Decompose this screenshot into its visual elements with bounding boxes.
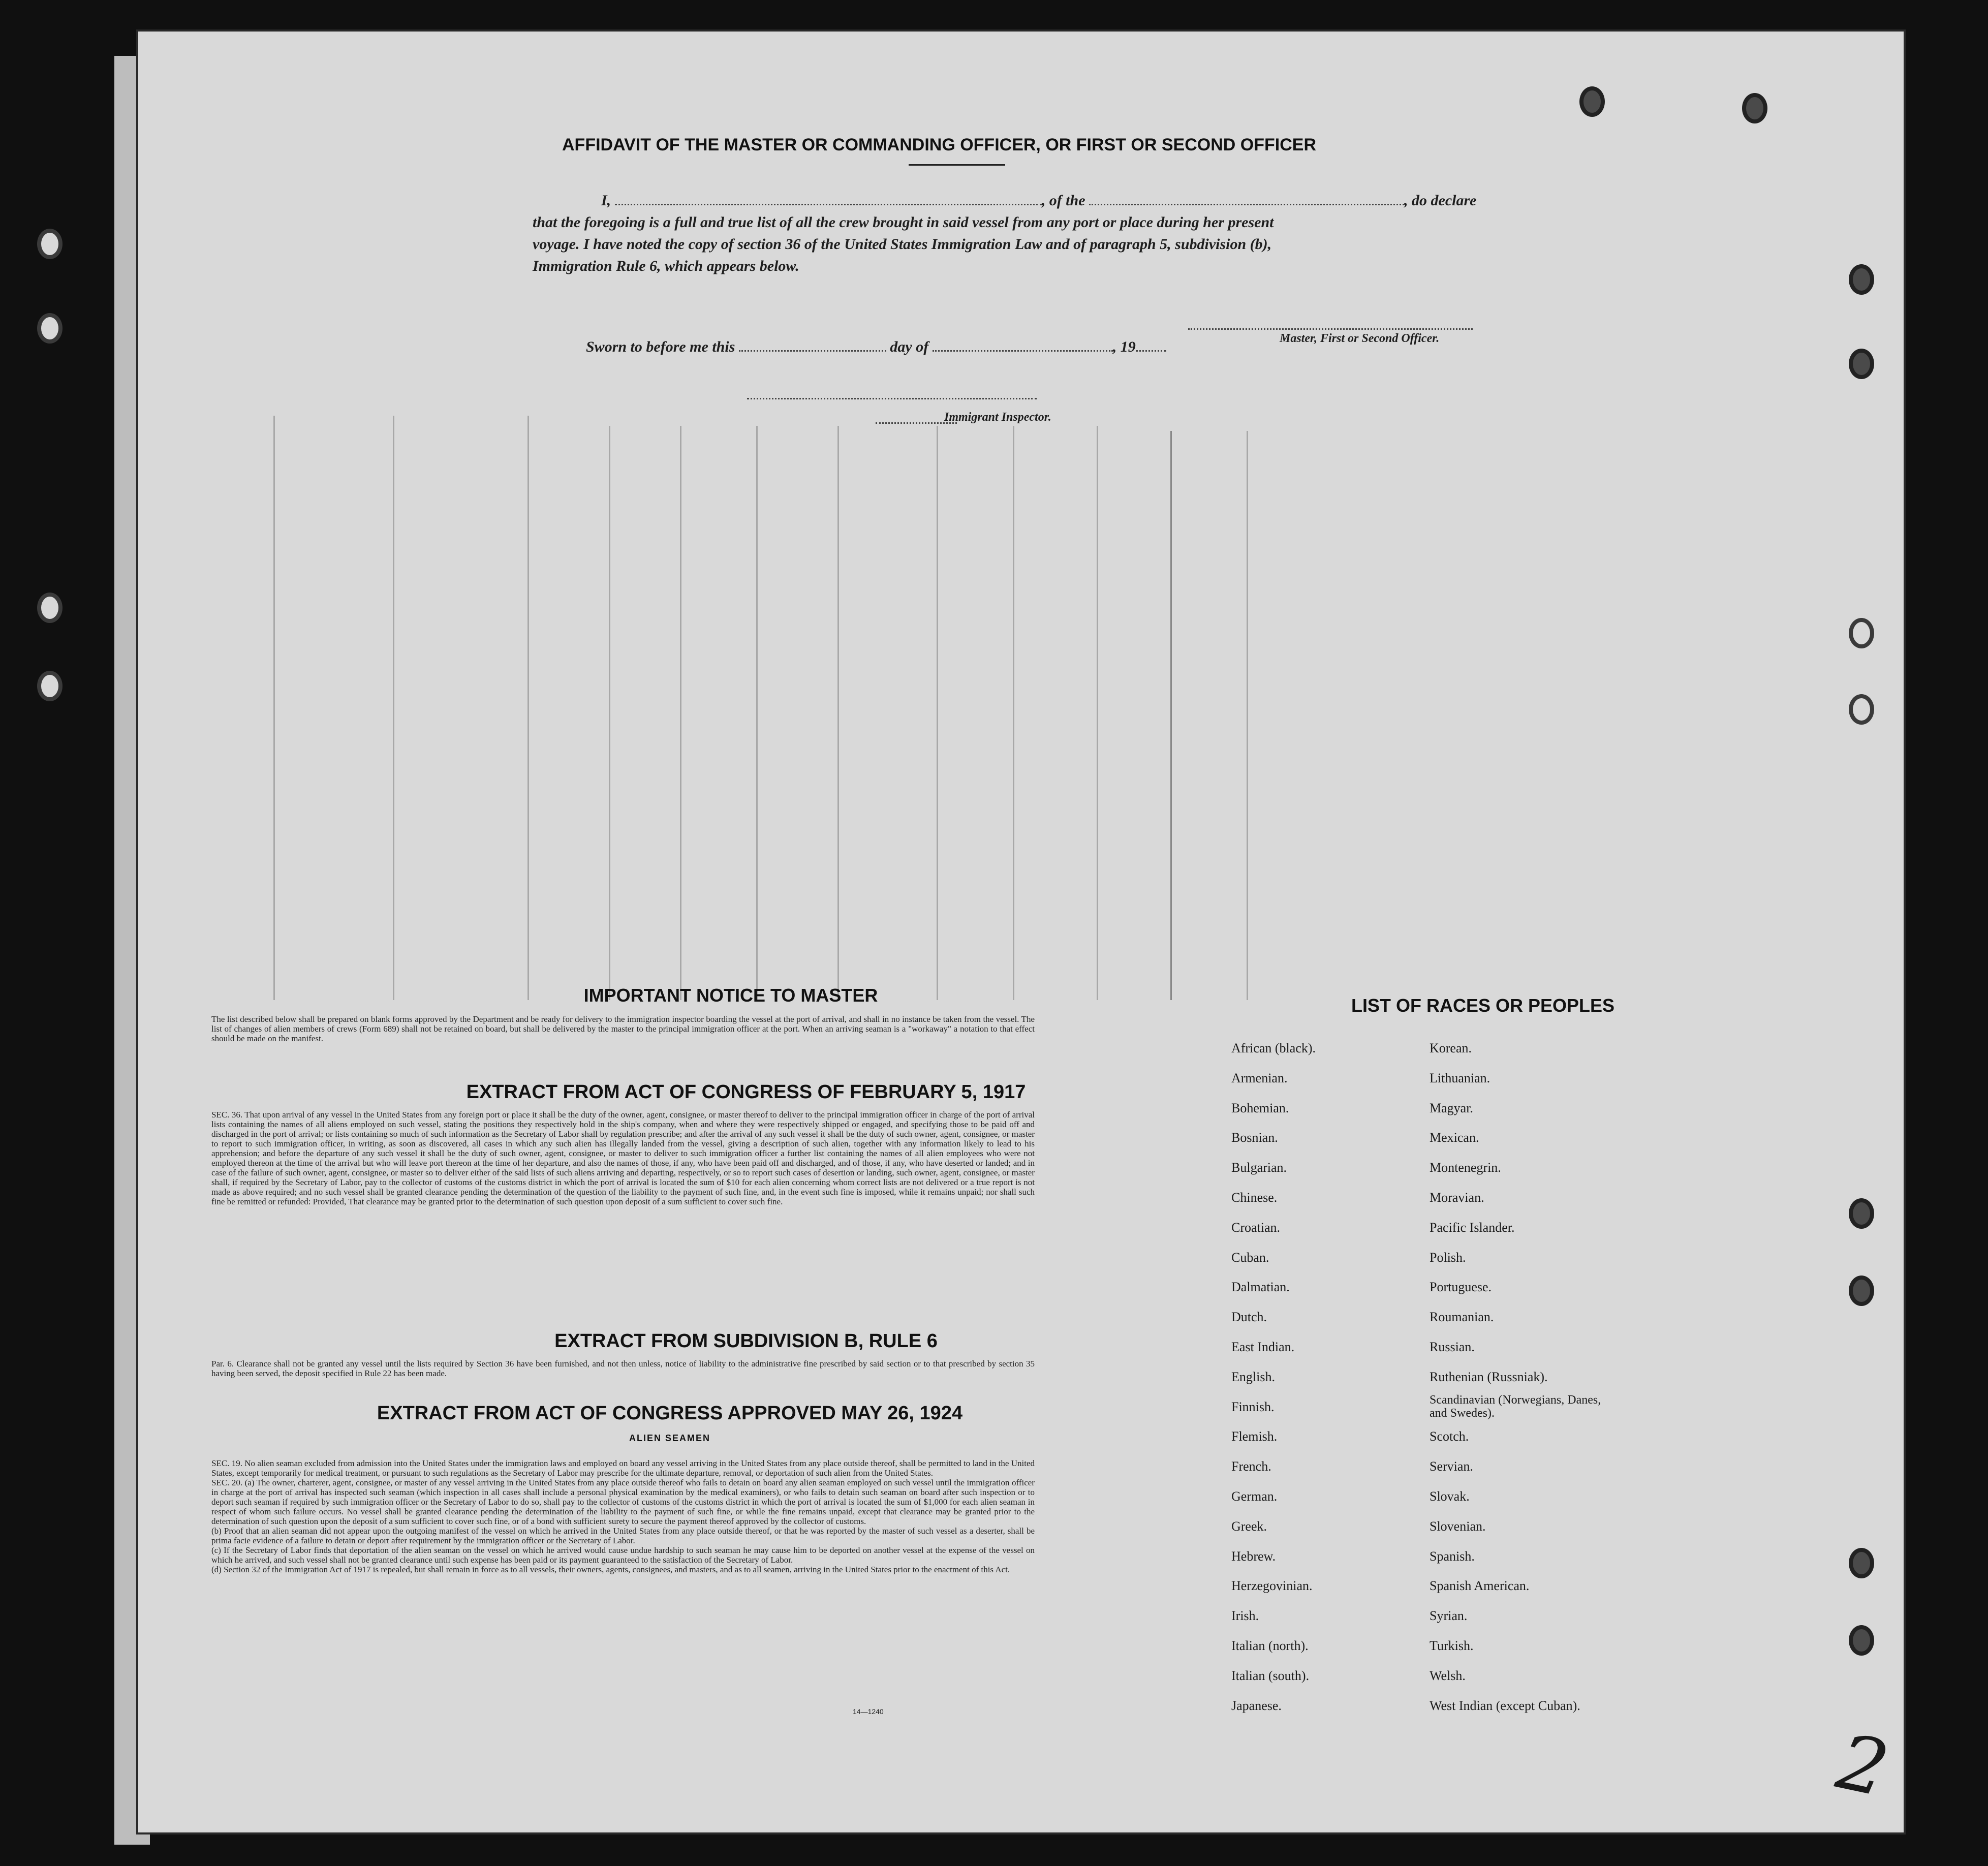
race-item: Dalmatian. — [1231, 1280, 1290, 1295]
extract-1924-title: EXTRACT FROM ACT OF CONGRESS APPROVED MAY 26, 1924 — [377, 1403, 963, 1424]
title-underline — [909, 164, 1005, 166]
race-item: Slovak. — [1430, 1489, 1470, 1504]
sworn-month-field[interactable] — [933, 350, 1113, 352]
punch-hole — [1849, 1548, 1874, 1578]
punch-hole — [1849, 1198, 1874, 1229]
race-item: Japanese. — [1231, 1698, 1282, 1713]
race-item: Croatian. — [1231, 1220, 1281, 1235]
race-item: Magyar. — [1430, 1100, 1473, 1115]
extract-1924-body — [211, 1458, 1035, 1574]
punch-hole — [37, 593, 63, 623]
race-item: Spanish American. — [1430, 1578, 1530, 1594]
race-item: German. — [1231, 1489, 1278, 1504]
race-item: Dutch. — [1231, 1310, 1267, 1325]
race-item: Welsh. — [1430, 1668, 1466, 1683]
race-item: Ruthenian (Russniak). — [1430, 1369, 1548, 1384]
punch-hole — [1849, 264, 1874, 295]
race-item: Italian (south). — [1231, 1668, 1310, 1683]
master-name-field[interactable] — [615, 204, 1042, 205]
affidavit-line-4: Immigration Rule 6, which appears below. — [533, 258, 799, 274]
punch-hole — [1849, 349, 1874, 379]
column-rule — [527, 416, 529, 1000]
race-item: Lithuanian. — [1430, 1070, 1490, 1085]
handwritten-page-number: 2 — [1829, 1717, 1896, 1815]
punch-hole — [1849, 618, 1874, 648]
punch-hole — [37, 229, 63, 259]
form-number: 14—1240 — [853, 1707, 884, 1716]
race-item: Servian. — [1430, 1459, 1473, 1474]
race-item: Chinese. — [1231, 1190, 1278, 1205]
column-rule — [937, 426, 938, 1000]
race-item: Syrian. — [1430, 1608, 1468, 1624]
races-title: LIST OF RACES OR PEOPLES — [1351, 995, 1615, 1016]
race-item: Bosnian. — [1231, 1130, 1278, 1145]
race-item: Slovenian. — [1430, 1518, 1486, 1534]
race-item: Polish. — [1430, 1250, 1466, 1265]
race-item: Hebrew. — [1231, 1548, 1276, 1564]
extract-1924-subtitle: ALIEN SEAMEN — [629, 1433, 710, 1443]
sworn-day-of: day of — [890, 338, 929, 355]
race-item: French. — [1231, 1459, 1271, 1474]
affidavit-title: AFFIDAVIT OF THE MASTER OR COMMANDING OFFICER, OR FIRST OR SECOND OFFICER — [562, 135, 1316, 154]
race-item: Roumanian. — [1430, 1310, 1494, 1325]
race-item: Bohemian. — [1231, 1100, 1289, 1115]
extract-1917-title: EXTRACT FROM ACT OF CONGRESS OF FEBRUARY 5, 1917 — [466, 1081, 1026, 1103]
race-item: Russian. — [1430, 1340, 1475, 1354]
race-item: Spanish. — [1430, 1548, 1475, 1564]
sworn-year: , 19 — [1112, 338, 1136, 355]
column-rule — [837, 426, 839, 1000]
rule6-title: EXTRACT FROM SUBDIVISION B, RULE 6 — [554, 1330, 938, 1352]
line1-i: I, — [601, 192, 611, 209]
notice-text: The list described below shall be prepared on blank forms approved by the Department and be ready for delivery to the immigration inspector boarding the vessel at the port of arrival, and shall in no instance be taken from the vessel. The list of changes of alien members of crews (Form 689) shall not be retained on board, but shall be delivered by the master to the principal immigration officer at the port. When an arriving seaman is a "workaway" a notation to that effect should be made on the manifest. — [211, 1014, 1035, 1043]
punch-hole — [1742, 93, 1767, 123]
race-item: Finnish. — [1231, 1399, 1275, 1414]
affidavit-line-1 — [550, 192, 1476, 209]
notice-title: IMPORTANT NOTICE TO MASTER — [583, 985, 878, 1006]
sworn-year-field[interactable] — [1136, 350, 1166, 352]
race-item: West Indian (except Cuban). — [1430, 1698, 1580, 1713]
sec-20a-text: SEC. 20. (a) The owner, charterer, agent, consignee, or master of any vessel arriving in the United States from any place outside thereof who fails to detain on board any alien seaman employed on such vessel until the immigration officer in charge at the port of arrival has inspected such seaman (which inspection in all cases shall include a personal physical examination by the medical examiners), or who fails to detain such seaman on board after such inspection or to deport such seaman if required by such immigration officer or the Secretary of Labor to do so, shall pay to the collector of customs of the customs district in which the port of arrival is located the sum of $1,000 for each alien seaman in respect of whom such failure occurs. No vessel shall be granted clearance pending the determination of the liability to the payment of such fine, or while the fine remains unpaid, except that clearance may be granted prior to the determination of such question upon the deposit of a sum sufficient to cover such fine, or of a bond with sufficient surety to secure the payment thereof approved by the collector of customs. — [211, 1478, 1035, 1526]
column-rule — [680, 426, 681, 1000]
race-item: Korean. — [1430, 1041, 1472, 1055]
race-item: Pacific Islander. — [1430, 1220, 1515, 1235]
sworn-prefix: Sworn to before me this — [586, 338, 735, 355]
column-rule — [1097, 426, 1098, 1000]
race-item: Mexican. — [1430, 1130, 1479, 1145]
signature-label: Master, First or Second Officer. — [1280, 332, 1440, 345]
column-rule — [1170, 431, 1172, 1000]
column-rule — [1013, 426, 1014, 1000]
race-item: Moravian. — [1430, 1190, 1484, 1205]
race-item: English. — [1231, 1369, 1275, 1384]
punch-hole — [1849, 1625, 1874, 1656]
affidavit-line-3: voyage. I have noted the copy of section 36 of the United States Immigration Law and of paragraph 5, subdivision (b), — [533, 236, 1272, 253]
signature-line — [1188, 327, 1473, 330]
punch-hole — [1849, 1276, 1874, 1306]
affidavit-line-2: that the foregoing is a full and true list of all the crew brought in said vessel from any port or place during her present — [533, 214, 1274, 231]
line1-declare: , do declare — [1404, 192, 1477, 209]
sec-20c-text: (c) If the Secretary of Labor finds that deportation of the alien seaman on the vessel on which he arrived would cause undue hardship to such seaman he may cause him to be deported on another vessel at the expense of the vessel on which he arrived, and such vessel shall not be granted clearance until such expense has been paid or its payment guaranteed to the satisfaction of the Secretary of Labor. — [211, 1545, 1035, 1565]
punch-hole — [1579, 86, 1605, 117]
sworn-day-field[interactable] — [739, 350, 886, 352]
race-item: Greek. — [1231, 1518, 1267, 1534]
punch-hole — [37, 671, 63, 701]
column-rule — [273, 416, 275, 1000]
race-item: Herzegovinian. — [1231, 1578, 1313, 1594]
rule6-text: Par. 6. Clearance shall not be granted any vessel until the lists required by Section 36 have been furnished, and not then unless, notice of liability to the administrative fine prescribed by said section or to that prescribed by section 35 having been served, the deposit specified in Rule 22 has been made. — [211, 1359, 1035, 1378]
race-item: Turkish. — [1430, 1638, 1474, 1653]
column-rule — [393, 416, 394, 1000]
race-item: Flemish. — [1231, 1429, 1278, 1444]
race-item: Cuban. — [1231, 1250, 1269, 1265]
race-item: African (black). — [1231, 1041, 1316, 1055]
race-item: Bulgarian. — [1231, 1160, 1287, 1175]
manifest-back-page — [136, 29, 1906, 1834]
inspector-label: Immigrant Inspector. — [944, 411, 1051, 424]
race-item: Scotch. — [1430, 1429, 1469, 1444]
race-item: Portuguese. — [1430, 1280, 1492, 1295]
column-rule — [756, 426, 758, 1000]
inspector-signature-line — [747, 396, 1037, 399]
sec-20b-text: (b) Proof that an alien seaman did not appear upon the outgoing manifest of the vessel on which he arrived in the United States from any place outside thereof, or that he was reported by the master of such vessel as a deserter, shall be prima facie evidence of a failure to detain or deport after requirement by the immigration officer or the Secretary of Labor. — [211, 1526, 1035, 1545]
column-rule — [609, 426, 610, 1000]
line1-of-the: , of the — [1041, 192, 1085, 209]
vessel-name-field[interactable] — [1089, 204, 1404, 205]
race-item: East Indian. — [1231, 1340, 1295, 1354]
sworn-line — [586, 338, 1166, 356]
sec-20d-text: (d) Section 32 of the Immigration Act of 1917 is repealed, but shall remain in force as to all vessels, their owners, agents, consignees, and masters, and as to all seamen, arriving in the United States prior to the enactment of this Act. — [211, 1565, 1010, 1574]
race-item: Italian (north). — [1231, 1638, 1309, 1653]
extract-1917-text: SEC. 36. That upon arrival of any vessel in the United States from any foreign port or place it shall be the duty of the owner, agent, consignee, or master thereof to deliver to the principal immigration officer in charge of the port of arrival lists containing the names of all aliens employed on such vessel, stating the positions they respectively hold in the ship's company, when and where they were respectively shipped or engaged, and specifying those to be paid off and discharged in the port of arrival; or lists containing so much of such information as the Secretary of Labor shall by regulation prescribe; and after the arrival of any such vessel it shall be the duty of such owner, agent, consignee, or master to report to such immigration officer, in writing, as soon as discovered, all cases in which any such alien has illegally landed from the vessel, giving a description of such alien, together with any information likely to lead to his apprehension; and before the departure of any such vessel it shall be the duty of such owner, agent, consignee, or master to deliver to such immigration officer a further list containing the names of all alien employees who were not employed thereon at the time of the arrival but who will leave port thereon at the time of her departure, and also the names of those, if any, who have been paid off and discharged, and of those, if any, who have deserted or landed; and in case of the failure of such owner, agent, consignee, or master so to deliver either of the said lists of such aliens arriving and departing, respectively, or so to report such cases of desertion or landing, such owner, agent, consignee, or master shall, if required by the Secretary of Labor, pay to the collector of customs of the customs district in which the port of arrival is located the sum of $10 for each alien concerning whom correct lists are not delivered or a true report is not made as above required; and no such vessel shall be granted clearance pending the determination of the question of the liability to the payment of such fine, and, in the event such fine is imposed, while it remains unpaid; nor shall such fine be remitted or refunded: Provided, That clearance may be granted prior to the determination of such question upon deposit of a sum sufficient to cover such fine. — [211, 1110, 1035, 1206]
sec-19-text: SEC. 19. No alien seaman excluded from admission into the United States under the immigration laws and employed on board any vessel arriving in the United States from any place outside thereof, shall be permitted to land in the United States, except temporarily for medical treatment, or pursuant to such regulations as the Secretary of Labor may prescribe for the ultimate departure, removal, or deportation of such alien from the United States. — [211, 1458, 1035, 1478]
race-item: Armenian. — [1231, 1070, 1288, 1085]
column-rule — [1247, 431, 1248, 1000]
punch-hole — [37, 313, 63, 344]
race-item: Irish. — [1231, 1608, 1259, 1624]
race-item: Scandinavian (Norwegians, Danes, and Swedes). — [1430, 1393, 1601, 1420]
punch-hole — [1849, 694, 1874, 725]
race-item: Montenegrin. — [1430, 1160, 1501, 1175]
